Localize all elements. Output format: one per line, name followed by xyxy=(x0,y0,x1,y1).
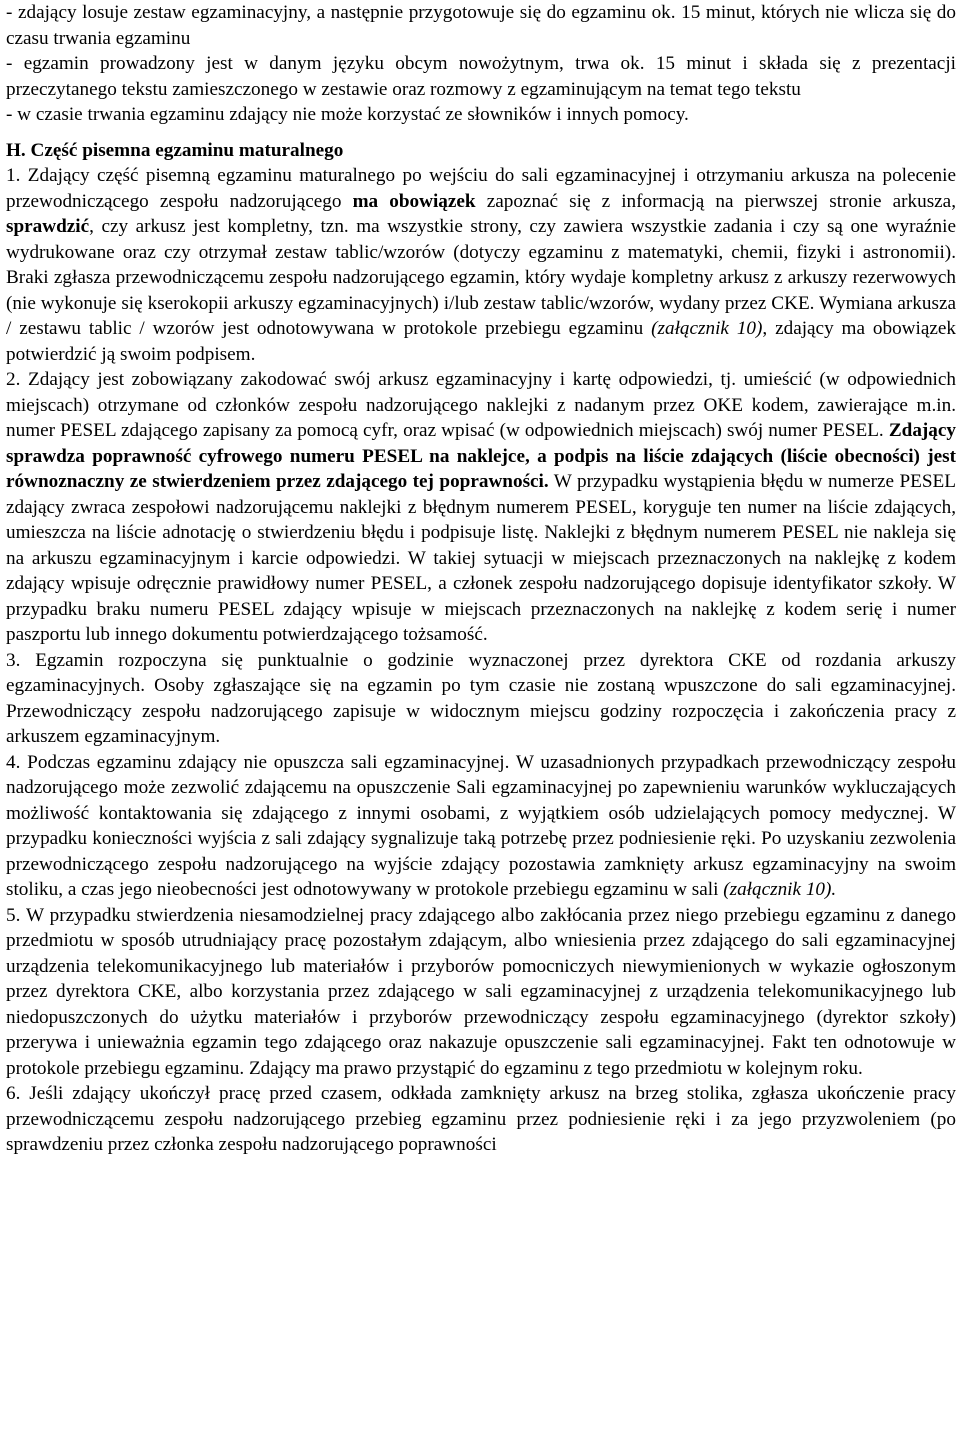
point2-text-c: W przypadku wystąpienia błędu w numerze PESEL zdający zwraca zespołowi nadzorującemu naklejki z błędnym numerem PESEL, koryguje ten numer na liście zdających, umieszcza na liście adnotację o stwierdzeniu błędu i podpisuje listę. Naklejki z błędnym numerem PESEL nie nakleja się na arkuszu egzaminacyjnym i karcie odpowiedzi. W takiej sytuacji w miejscach przeznaczonych na naklejkę z kodem zdający wpisuje odręcznie prawidłowy numer PESEL, a członek zespołu nadzorującego dopisuje identyfikator szkoły. W przypadku braku numeru PESEL zdający wpisuje w miejscach przeznaczonych na naklejkę z kodem serię i numer paszportu lub innego dokumentu potwierdzającego tożsamość. xyxy=(6,471,956,645)
document-page xyxy=(6,0,956,1158)
list-item-exam-language: - egzamin prowadzony jest w danym języku obcym nowożytnym, trwa ok. 15 minut i składa się z prezentacji przeczytanego tekstu zamieszczonego w zestawie oraz rozmowy z egzaminującym na temat tego tekstu xyxy=(6,53,956,100)
paragraph-point-2 xyxy=(6,367,956,648)
point4-text-a: 4. Podczas egzaminu zdający nie opuszcza sali egzaminacyjnej. W uzasadnionych przypadkach przewodniczący zespołu nadzorującego może zezwolić zdającemu na opuszczenie Sali egzaminacyjnej po zapewnieniu warunków wykluczających możliwość kontaktowania się zdającego z innymi osobami, z wyjątkiem osób udzielających pomocy medycznej. W przypadku konieczności wyjścia z sali zdający sygnalizuje taką potrzebę przez podniesienie ręki. Po uzyskaniu zezwolenia przewodniczącego zespołu nadzorującego na wyjście zdający pozostawia zamknięty arkusz egzaminacyjny na swoim stoliku, a czas jego nieobecności jest odnotowywany w protokole przebiegu egzaminu w sali xyxy=(6,751,956,900)
point1-bold-obligation: ma obowiązek xyxy=(352,190,476,212)
point1-text-e: , czy arkusz jest kompletny, tzn. ma wszystkie strony, czy zawiera wszystkie zadania i czy są one wyraźnie wydrukowane oraz czy otrzymał zestaw tablic/wzorów (dotyczy egzaminu z matematyki, chemii, fizyki i astronomii). Braki zgłasza przewodniczącemu zespołu nadzorującego egzamin, który wydaje kompletny arkusz z arkuszy rezerwowych (nie wykonuje się kserokopii arkuszy egzaminacyjnych) i/lub zestaw tablic/wzorów, wydany przez CKE. Wymiana arkusza / zestawu tablic / wzorów jest odnotowywana w protokole przebiegu egzaminu xyxy=(6,216,956,339)
paragraph-point-3: 3. Egzamin rozpoczyna się punktualnie o godzinie wyznaczonej przez dyrektora CKE od rozdania arkuszy egzaminacyjnych. Osoby zgłaszające się na egzamin po tym czasie nie zostaną wpuszczone do sali egzaminacyjnej. Przewodniczący zespołu nadzorującego zapisuje w widocznym miejscu godziny rozpoczęcia i zakończenia pracy z arkuszem egzaminacyjnym. xyxy=(6,649,956,747)
point1-italic-attachment: (załącznik 10) xyxy=(651,318,763,339)
section-heading: H. Część pisemna egzaminu maturalnego xyxy=(6,139,344,161)
paragraph-point-1 xyxy=(6,163,956,367)
point1-bold-check: sprawdzić xyxy=(6,216,90,237)
point2-bold-pesel: Zdający sprawdza poprawność cyfrowego numeru PESEL na naklejce, a podpis na liście zdających (liście obecności) jest równoznaczny ze stwierdzeniem przez zdającego tej poprawności. xyxy=(6,420,956,492)
point1-text-c: zapoznać się z informacją na pierwszej stronie arkusza, xyxy=(475,190,956,212)
point1-text-a: 1. Zdający część pisemną egzaminu maturalnego po wejściu do sali egzaminacyjnej i otrzymaniu arkusza na polecenie przewodniczącego zespołu nadzorującego xyxy=(6,165,956,212)
list-item-preparation: - zdający losuje zestaw egzaminacyjny, a następnie przygotowuje się do egzaminu ok. 15 minut, których nie wlicza się do czasu trwania egzaminu xyxy=(6,2,956,49)
paragraph-point-4 xyxy=(6,750,956,903)
point1-text-g: , zdający ma obowiązek potwierdzić ją swoim podpisem. xyxy=(6,318,956,365)
point2-text-a: 2. Zdający jest zobowiązany zakodować swój arkusz egzaminacyjny i kartę odpowiedzi, tj. umieścić (w odpowiednich miejscach) otrzymane od członków zespołu nadzorującego naklejki z nadanym przez OKE kodem, zawierające m.in. numer PESEL zdającego zapisany za pomocą cyfr, oraz wpisać (w odpowiednich miejscach) swój numer PESEL. xyxy=(6,369,956,441)
point4-italic-attachment: (załącznik 10). xyxy=(723,879,837,900)
list-item-no-dictionaries: - w czasie trwania egzaminu zdający nie może korzystać ze słowników i innych pomocy. xyxy=(6,104,689,125)
paragraph-point-5: 5. W przypadku stwierdzenia niesamodzielnej pracy zdającego albo zakłócania przez niego przebiegu egzaminu z danego przedmiotu w sposób utrudniający pracę pozostałym zdającym, albo wniesienia przez zdającego do sali egzaminacyjnej urządzenia telekomunikacyjnego lub materiałów i przyborów pomocniczych niewymienionych w wykazie ogłoszonym przez dyrektora CKE, albo korzystania przez zdającego w sali egzaminacyjnej z urządzenia telekomunikacyjnego lub niedopuszczonych do użytku materiałów i przyborów przewodniczący zespołu egzaminacyjnego (dyrektor szkoły) przerywa i unieważnia egzamin tego zdającego oraz nakazuje opuszczenie sali egzaminacyjnej. Fakt ten odnotowuje w protokole przebiegu egzaminu. Zdający ma prawo przystąpić do egzaminu z tego przedmiotu w kolejnym roku. xyxy=(6,904,956,1079)
paragraph-point-6: 6. Jeśli zdający ukończył pracę przed czasem, odkłada zamknięty arkusz na brzeg stolika, zgłasza ukończenie pracy przewodniczącemu zespołu nadzorującego przebieg egzaminu przez podniesienie ręki i za jego przyzwoleniem (po sprawdzeniu przez członka zespołu nadzorującego poprawności xyxy=(6,1083,956,1155)
